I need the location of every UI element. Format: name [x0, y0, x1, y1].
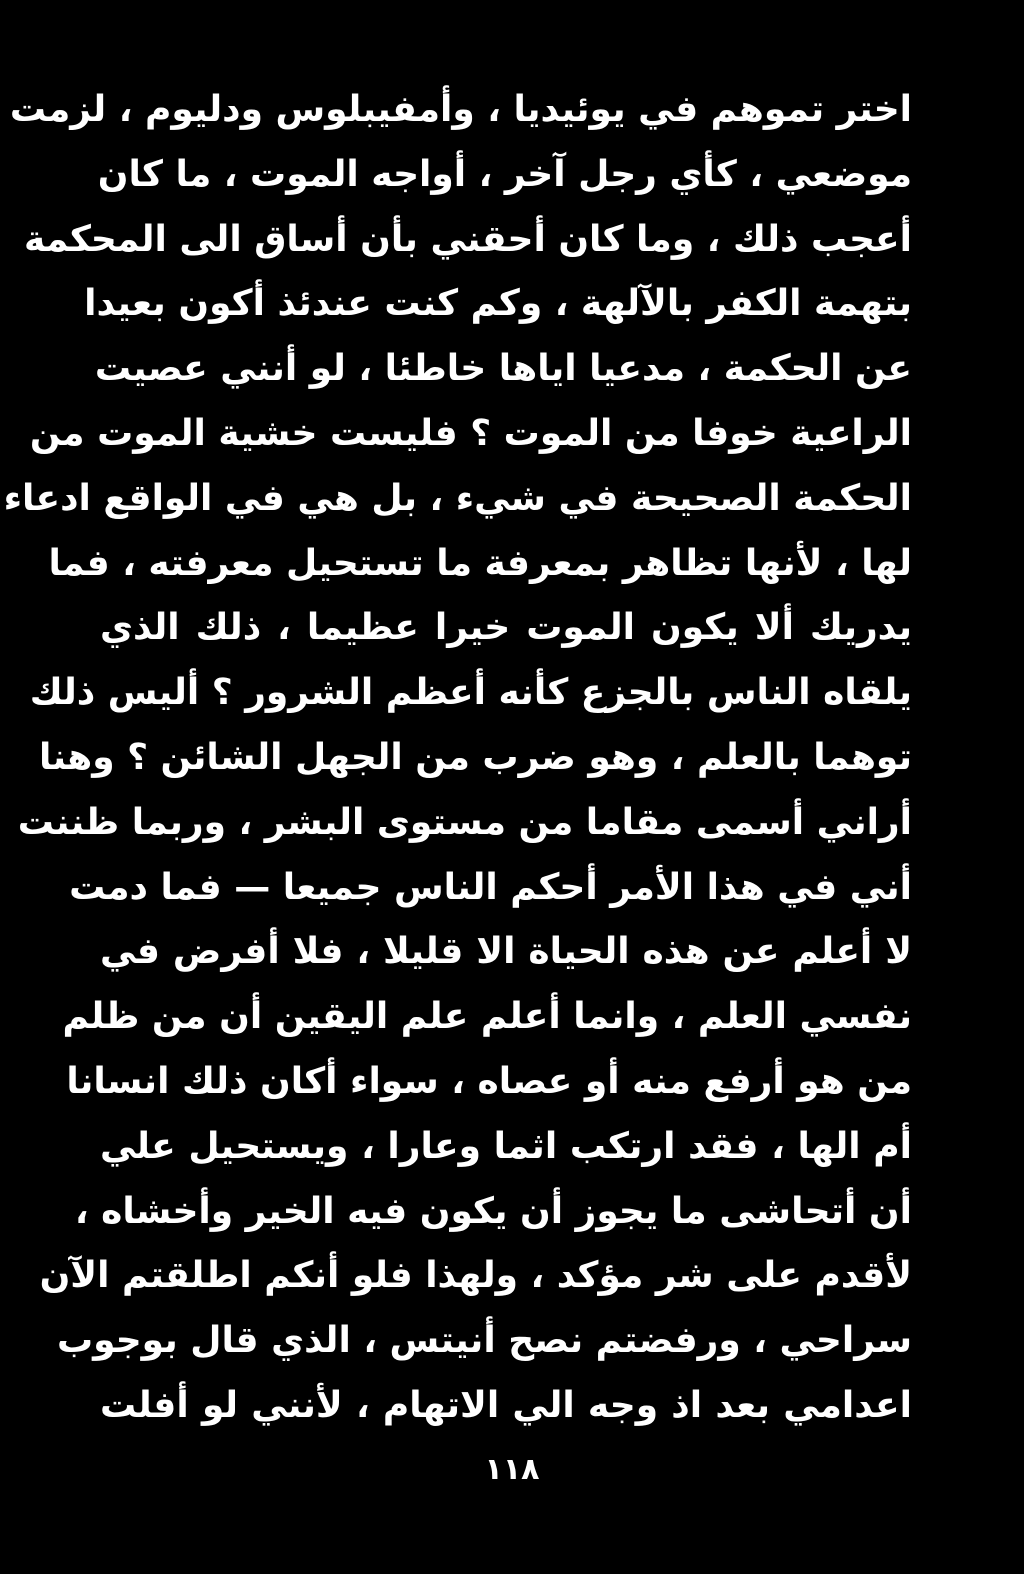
- body-text: [3, 78, 912, 1439]
- text-line: أن أتحاشى ما يجوز أن يكون فيه الخير وأخشاه ،: [74, 1190, 912, 1232]
- text-line: اختر تموهم في يوئيديا ، وأمفيبلوس ودليوم ، لزمت: [9, 89, 912, 130]
- text-line: لها ، لأنها تظاهر بمعرفة ما تستحيل معرفته ، فما: [48, 542, 912, 584]
- text-line: موضعي ، كأي رجل آخر ، أواجه الموت ، ما كان: [97, 153, 912, 195]
- text-line: لأقدم على شر مؤكد ، ولهذا فلو أنكم اطلقتم الآن: [39, 1255, 912, 1297]
- text-line: توهما بالعلم ، وهو ضرب من الجهل الشائن ؟ وهنا: [39, 736, 912, 778]
- text-line: أراني أسمى مقاما من مستوى البشر ، وربما ظننت: [17, 801, 912, 843]
- text-line: يلقاه الناس بالجزع كأنه أعظم الشرور ؟ أليس ذلك: [29, 672, 912, 714]
- page-number: ١١٨: [484, 1452, 540, 1487]
- text-line: بتهمة الكفر بالآلهة ، وكم كنت عندئذ أكون بعيدا: [84, 283, 912, 325]
- text-line: يدريك ألا يكون الموت خيرا عظيما ، ذلك الذي: [100, 607, 912, 649]
- text-line: أم الها ، فقد ارتكب اثما وعارا ، ويستحيل علي: [100, 1125, 912, 1167]
- text-line: عن الحكمة ، مدعيا اياها خاطئا ، لو أنني عصيت: [94, 348, 912, 390]
- text-line: الراعية خوفا من الموت ؟ فليست خشية الموت من: [29, 412, 912, 454]
- text-line: أعجب ذلك ، وما كان أحقني بأن أساق الى المحكمة: [24, 218, 912, 260]
- text-line: نفسي العلم ، وانما أعلم علم اليقين أن من ظلم: [62, 996, 912, 1038]
- text-line: سراحي ، ورفضتم نصح أنيتس ، الذي قال بوجوب: [56, 1320, 912, 1362]
- text-line: لا أعلم عن هذه الحياة الا قليلا ، فلا أفرض في: [100, 931, 912, 973]
- text-line: أني في هذا الأمر أحكم الناس جميعا — فما دمت: [69, 866, 912, 908]
- text-line: الحكمة الصحيحة في شيء ، بل هي في الواقع ادعاء: [3, 477, 912, 519]
- text-line: من هو أرفع منه أو عصاه ، سواء أكان ذلك انسانا: [66, 1060, 912, 1102]
- text-line: اعدامي بعد اذ وجه الي الاتهام ، لأنني لو أفلت: [100, 1384, 912, 1426]
